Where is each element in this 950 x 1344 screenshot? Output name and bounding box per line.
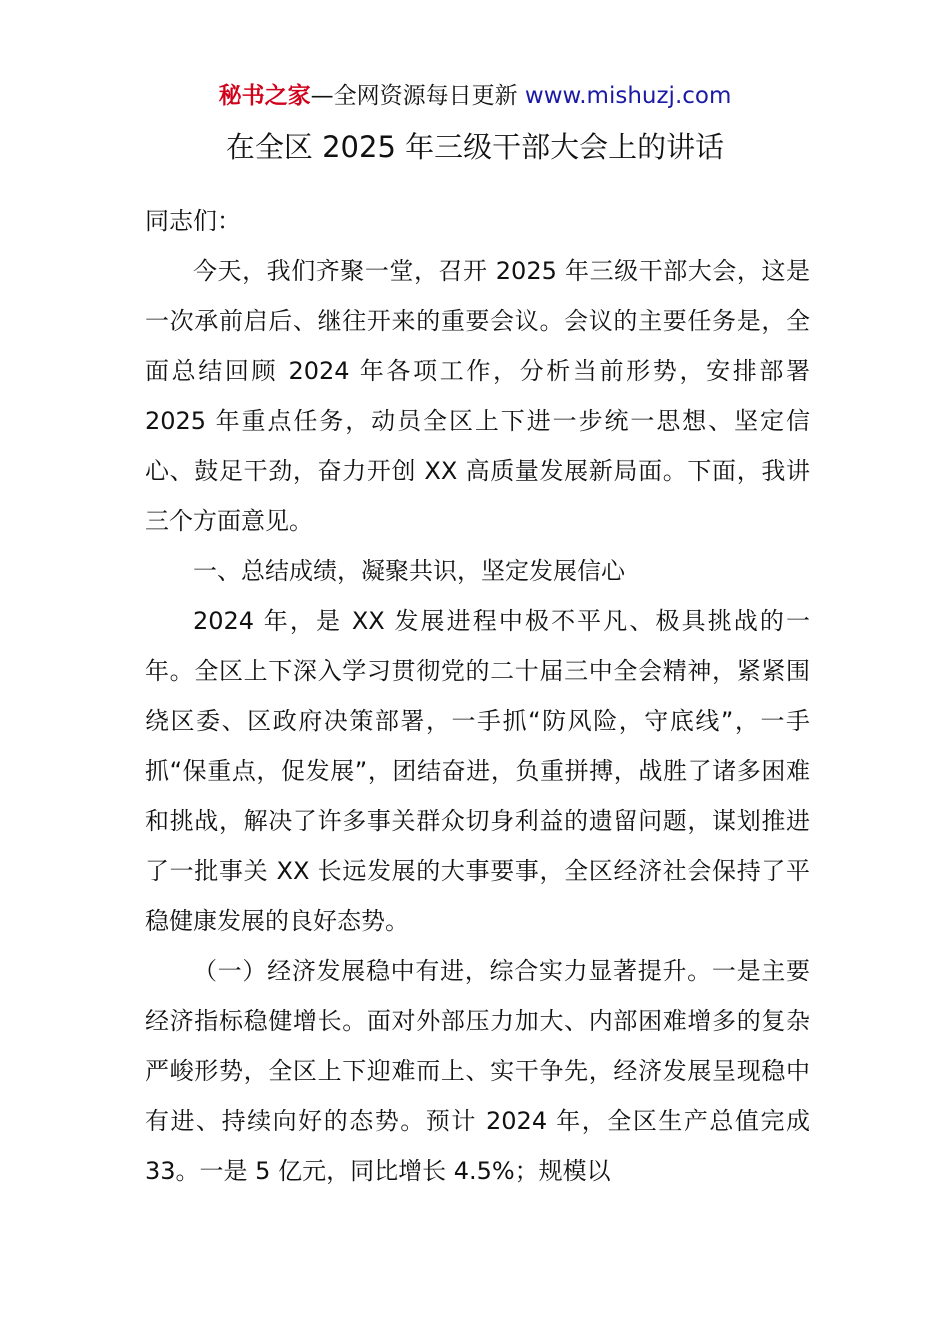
section-heading-one: 一、总结成绩，凝聚共识，坚定发展信心 xyxy=(193,557,625,585)
paragraph-economy: （一）经济发展稳中有进，综合实力显著提升。一是主要经济指标稳健增长。面对外部压力加大、内部困难增多的复杂严峻形势，全区上下迎难而上、实干争先，经济发展呈现稳中有进、持续向好的态势。预计 2024 年，全区生产总值完成 33。一是 5 亿元，同比增长 4.5%；规模以 xyxy=(145,957,810,1185)
site-brand: 秘书之家 xyxy=(218,83,311,109)
document-body xyxy=(145,196,810,1196)
document-title: 在全区 2025 年三级干部大会上的讲话 xyxy=(225,130,725,164)
site-url-link[interactable]: www.mishuzj.com xyxy=(524,83,732,109)
site-tagline: —全网资源每日更新 xyxy=(310,83,525,109)
site-header xyxy=(0,80,950,112)
paragraph-opening: 今天，我们齐聚一堂，召开 2025 年三级干部大会，这是一次承前启后、继往开来的重要会议。会议的主要任务是，全面总结回顾 2024 年各项工作，分析当前形势，安排部署 2025 年重点任务，动员全区上下进一步统一思想、坚定信心、鼓足干劲，奋力开创 XX 高质量发展新局面。下面，我讲三个方面意见。 xyxy=(145,257,810,535)
paragraph-2024-review: 2024 年，是 XX 发展进程中极不平凡、极具挑战的一年。全区上下深入学习贯彻党的二十届三中全会精神，紧紧围绕区委、区政府决策部署，一手抓“防风险，守底线”，一手抓“保重点，促发展”，团结奋进，负重拼搏，战胜了诸多困难和挑战，解决了许多事关群众切身利益的遗留问题，谋划推进了一批事关 XX 长远发展的大事要事，全区经济社会保持了平稳健康发展的良好态势。 xyxy=(145,607,810,935)
salutation: 同志们： xyxy=(145,207,241,235)
